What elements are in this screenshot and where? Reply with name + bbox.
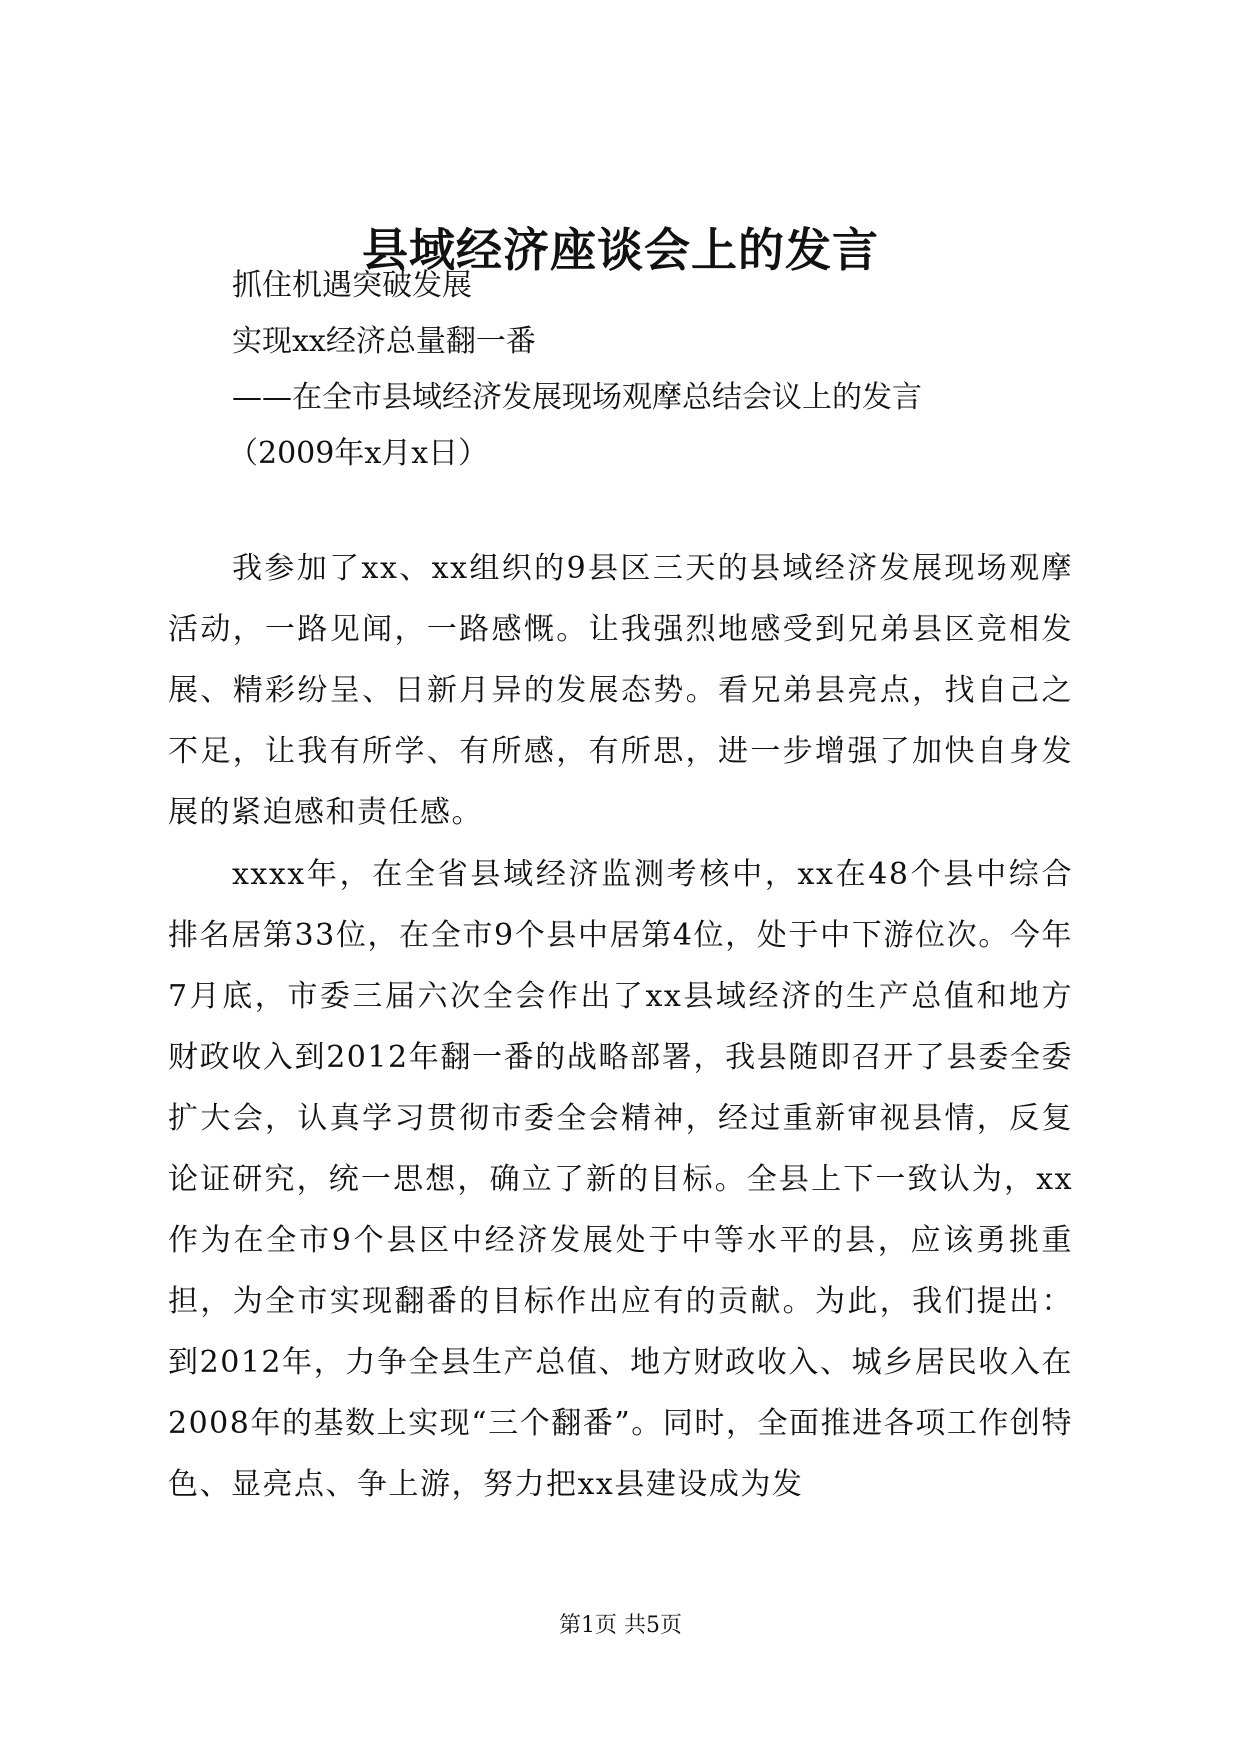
page-number-footer: 第1页 共5页 — [559, 1613, 682, 1638]
document-title: 县域经济座谈会上的发言 — [362, 223, 879, 277]
subtitle-line-2: 实现xx经济总量翻一番 — [232, 324, 536, 359]
speech-date: （2009年x月x日） — [228, 436, 489, 471]
subtitle-line-3: ——在全市县域经济发展现场观摩总结会议上的发言 — [232, 380, 922, 415]
body-paragraph: xxxx年，在全省县域经济监测考核中，xx在48个县中综合排名居第33位，在全市9个县中居第4位，处于中下游位次。今年7月底，市委三届六次全会作出了xx县域经济的生产总值和地方财政收入到2012年翻一番的战略部署，我县随即召开了县委全委扩大会，认真学习贯彻市委全会精神，经过重新审视县情，反复论证研究，统一思想，确立了新的目标。全县上下一致认为，xx作为在全市9个县区中经济发展处于中等水平的县，应该勇挑重担，为全市实现翻番的目标作出应有的贡献。为此，我们提出：到2012年，力争全县生产总值、地方财政收入、城乡居民收入在2008年的基数上实现“三个翻番”。同时，全面推进各项工作创特色、显亮点、争上游，努力把xx县建设成为发 — [168, 857, 1073, 1502]
subtitle-line-1: 抓住机遇突破发展 — [232, 268, 472, 303]
body-paragraph: 我参加了xx、xx组织的9县区三天的县域经济发展现场观摩活动，一路见闻，一路感慨。让我强烈地感受到兄弟县区竞相发展、精彩纷呈、日新月异的发展态势。看兄弟县亮点，找自己之不足，让我有所学、有所感，有所思，进一步增强了加快自身发展的紧迫感和责任感。 — [168, 551, 1073, 830]
